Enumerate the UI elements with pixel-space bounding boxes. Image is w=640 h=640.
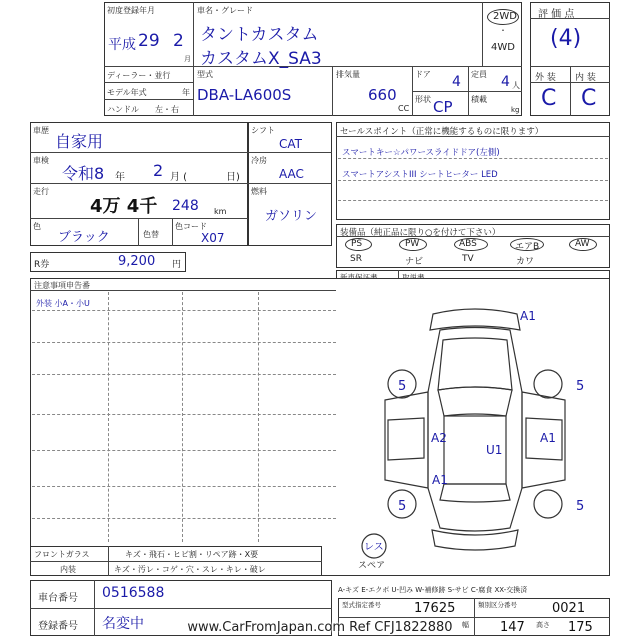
width-value: 147 — [500, 620, 525, 635]
car-name-line2: カスタムX_SA3 — [200, 49, 322, 69]
divider — [248, 152, 332, 153]
mark-front-bumper: A1 — [520, 309, 536, 323]
cc-unit: CC — [398, 104, 410, 113]
divider — [570, 66, 571, 116]
color-code-label: 色コード — [175, 222, 207, 231]
interior-grade: C — [581, 86, 597, 111]
notes-line1: 外装 小A・小U — [36, 299, 90, 308]
divider — [30, 608, 332, 609]
usage-label: 車歴 — [33, 126, 49, 135]
mileage-small: 248 — [172, 198, 199, 214]
drive-dot: ・ — [499, 26, 507, 35]
mark-left-rear: A1 — [432, 473, 448, 487]
divider — [108, 546, 109, 576]
reg-value: 名変中 — [102, 616, 144, 632]
usage-value: 自家用 — [55, 132, 104, 151]
type-num: 17625 — [414, 601, 456, 616]
sales-point-line2: スマートアシストIII シートヒーター LED — [342, 170, 498, 180]
mark-left-side: A2 — [431, 431, 447, 445]
divider — [138, 218, 139, 246]
class-num: 0021 — [552, 601, 586, 616]
equipment-title: 装備品（純正品に限り○を付けて下さい） — [340, 228, 501, 238]
ruled-line — [338, 200, 608, 201]
spare-label: スペア — [358, 561, 386, 568]
exterior-grade: C — [541, 86, 557, 111]
first-reg-era: 平成 — [108, 37, 136, 53]
inspection-month-unit: 月 ( — [170, 172, 188, 183]
doors-value: 4 — [452, 74, 461, 90]
displacement-value: 660 — [368, 86, 397, 104]
ac-value: AAC — [279, 167, 304, 181]
handle-values: 左・右 — [155, 105, 179, 114]
year-unit: 年 — [182, 88, 190, 97]
inspection-label: 車検 — [33, 156, 49, 165]
ruled-line — [32, 342, 336, 343]
car-name-line1: タントカスタム — [200, 25, 319, 45]
divider — [193, 66, 194, 116]
handle-label: ハンドル — [107, 105, 139, 114]
reg-label: 登録番号 — [38, 621, 78, 632]
divider — [172, 218, 173, 246]
equip-aw: AW — [575, 239, 590, 249]
front-glass-label: フロントガラス — [34, 550, 90, 559]
equip-sr: SR — [350, 254, 362, 264]
recycle-unit: 円 — [172, 260, 182, 270]
mileage-handwritten: 4万 4千 — [90, 196, 158, 217]
fuel-value: ガソリン — [265, 209, 318, 224]
km-unit: km — [214, 207, 227, 216]
width-label: 幅 — [462, 621, 469, 629]
chassis-label: 車台番号 — [38, 593, 78, 604]
grade-title: 評 価 点 — [538, 9, 575, 20]
class-num-label: 類別区分番号 — [478, 601, 517, 609]
divider — [104, 99, 193, 100]
divider — [104, 82, 193, 83]
equip-ps: PS — [351, 239, 363, 249]
shift-label: シフト — [251, 126, 275, 135]
ruled-line — [32, 414, 336, 415]
drive-2wd: 2WD — [493, 11, 517, 22]
car-grade-label: 車名・グレード — [197, 6, 253, 15]
divider — [30, 561, 322, 562]
recycle-label: R券 — [34, 260, 50, 270]
month-unit: 月 — [184, 55, 191, 63]
inspection-day-unit: 日) — [226, 172, 240, 183]
color-change-label: 色替 — [143, 230, 159, 239]
ruled-line — [182, 292, 183, 542]
color-value: ブラック — [58, 230, 110, 245]
sales-points-title: セールスポイント（正常に機能するものに限ります） — [340, 127, 544, 137]
notes-title: 注意事項申告番 — [34, 281, 90, 290]
mark-roof: U1 — [486, 443, 503, 457]
recycle-amount: 9,200 — [118, 254, 156, 269]
car-damage-diagram — [340, 300, 610, 568]
drive-4wd: 4WD — [491, 42, 515, 53]
equip-leather: カワ — [516, 257, 535, 267]
mark-wheel-fr: 5 — [576, 379, 585, 394]
capacity-value: 4 — [501, 74, 510, 90]
first-reg-label: 初度登録年月 — [107, 6, 155, 15]
first-reg-month: 2 — [173, 31, 184, 51]
first-reg-year: 29 — [138, 31, 160, 51]
shift-value: CAT — [279, 137, 302, 151]
exterior-label: 外 装 — [535, 73, 556, 83]
ruled-line — [32, 518, 336, 519]
ruled-line — [32, 486, 336, 487]
equip-navi: ナビ — [405, 257, 424, 267]
ruled-line — [32, 450, 336, 451]
type-num-label: 型式指定番号 — [342, 601, 381, 609]
mark-wheel-fl: 5 — [398, 379, 407, 394]
damage-codes: A-キズ E-エクボ U-凹み W-補修跡 S-サビ C-腐食 XX-交換済 — [338, 586, 528, 594]
mark-spare: レス — [364, 542, 384, 553]
divider — [248, 183, 332, 184]
inspection-year-unit: 年 — [115, 172, 125, 183]
shape-label: 形状 — [415, 95, 431, 104]
divider — [30, 152, 248, 153]
fuel-label: 燃料 — [251, 187, 267, 196]
mileage-label: 走行 — [33, 187, 49, 196]
front-glass-text: キズ・飛石・ヒビ割・リペア跡・X要 — [125, 550, 259, 559]
recycle-panel — [30, 252, 186, 272]
inspection-era: 令和8 — [62, 164, 105, 183]
height-label: 高さ — [536, 621, 550, 629]
ruled-line — [32, 310, 336, 311]
ruled-line — [108, 292, 109, 542]
persons-unit: 人 — [512, 81, 520, 90]
watermark: www.CarFromJapan.com Ref CFJ1822880 — [187, 620, 453, 635]
divider — [94, 580, 95, 636]
inspection-month: 2 — [153, 161, 164, 180]
model-code: DBA-LA600S — [197, 86, 292, 104]
equip-pw: PW — [405, 239, 420, 249]
divider — [412, 91, 522, 92]
kg-unit: kg — [511, 106, 520, 114]
divider — [193, 2, 194, 66]
ac-label: 冷房 — [251, 156, 267, 165]
sales-point-line1: スマートキー☆パワースライドドア(左側) — [342, 148, 500, 158]
divider — [30, 218, 248, 219]
color-label: 色 — [33, 222, 41, 231]
color-code-value: X07 — [201, 231, 225, 245]
ruled-line — [258, 292, 259, 542]
ruled-line — [338, 158, 608, 159]
type-label: 型式 — [197, 70, 213, 79]
chassis-number: 0516588 — [102, 585, 165, 601]
displacement-label: 排気量 — [336, 70, 360, 79]
grade-score: (4) — [550, 26, 582, 51]
door-label: ドア — [415, 70, 431, 79]
shape-value: CP — [433, 98, 453, 116]
dealer-label: ディーラー・並行 — [107, 71, 171, 80]
mark-wheel-rr: 5 — [576, 499, 585, 514]
ruled-line — [338, 180, 608, 181]
capacity-label: 定員 — [471, 70, 487, 79]
load-label: 積載 — [471, 95, 487, 104]
ruled-line — [32, 374, 336, 375]
interior-label: 内 装 — [575, 73, 596, 83]
interior-legend-text: キズ・汚レ・コゲ・穴・スレ・キレ・破レ — [114, 565, 266, 574]
divider — [332, 66, 333, 116]
model-year-label: モデル年式 — [107, 88, 147, 97]
height-value: 175 — [568, 620, 593, 635]
interior-legend-label: 内装 — [60, 565, 76, 574]
divider — [482, 2, 483, 66]
equip-tv: TV — [462, 254, 474, 264]
equip-airbag: エアB — [515, 242, 540, 252]
equip-abs: ABS — [459, 239, 477, 249]
mark-right-side: A1 — [540, 431, 556, 445]
mark-wheel-rl: 5 — [398, 499, 407, 514]
